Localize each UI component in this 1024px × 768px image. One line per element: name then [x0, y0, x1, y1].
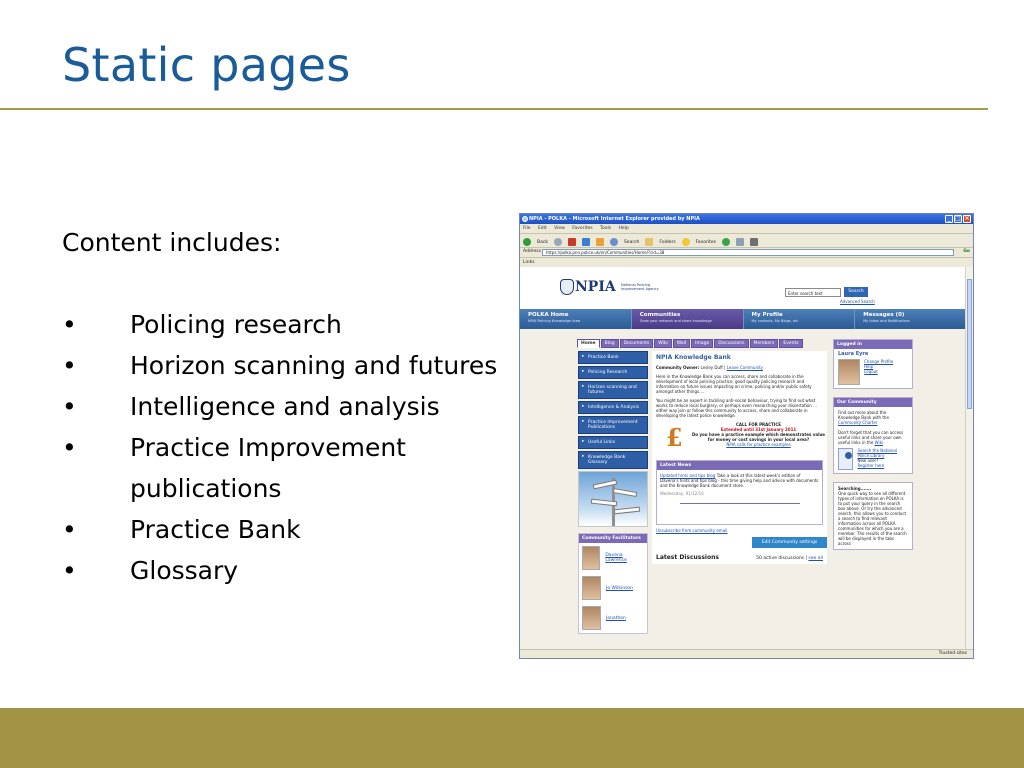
search-button[interactable]: Search: [623, 239, 640, 245]
home-icon[interactable]: [596, 238, 604, 246]
pound-icon: £: [666, 423, 683, 452]
tab-wall[interactable]: Wall: [673, 339, 690, 348]
slide-title: Static pages: [62, 38, 351, 92]
news-date: Wednesday, 01/12/10: [660, 491, 704, 496]
owner-name: Lesley Duff: [700, 365, 723, 370]
menu-tools[interactable]: Tools: [600, 226, 612, 231]
nav-messages[interactable]: [855, 309, 967, 329]
community-box-body: [834, 407, 912, 473]
nav-communities[interactable]: [632, 309, 744, 329]
searching-box: [833, 482, 913, 550]
mail-icon[interactable]: [736, 238, 744, 246]
community-charter-link[interactable]: Community Charter: [838, 420, 878, 425]
browser-screenshot: [519, 213, 974, 659]
call-deadline: Extended until 31st January 2011: [720, 427, 797, 432]
community-sidebar: [578, 351, 648, 634]
bullet-item: [62, 550, 522, 591]
latest-news-box: [656, 460, 823, 525]
scrollbar-thumb[interactable]: [967, 279, 972, 409]
discussions-count: 50 active discussions: [756, 556, 805, 561]
logout-link[interactable]: Logout: [864, 369, 878, 374]
news-heading: Latest News: [657, 461, 822, 470]
tab-blog[interactable]: Blog: [601, 339, 619, 348]
tab-members[interactable]: Members: [750, 339, 779, 348]
go-button[interactable]: Go: [963, 249, 970, 254]
news-text: Take a look at this latest week's edition of Davena's hints and tips blog - this time giving help and advice with documents and the Knowledge Bank document store.: [660, 473, 819, 488]
nav-sub: My contacts, My Blogs, etc: [751, 319, 799, 323]
facilitators-heading: Community Facilitators: [579, 534, 647, 543]
window-title: NPIA - POLKA - Microsoft Internet Explorer provided by NPIA: [529, 216, 700, 222]
bullet-item: [62, 509, 522, 550]
news-body: [657, 470, 822, 524]
searching-heading: Searching.......: [838, 486, 872, 491]
discussions-summary: 50 active discussions | see all: [756, 556, 823, 561]
register-link[interactable]: Register here: [857, 463, 885, 468]
facilitator-name[interactable]: Davena Lawrence: [605, 553, 627, 563]
back-button[interactable]: Back: [537, 239, 548, 245]
title-divider: [0, 108, 988, 110]
signpost-sign: [614, 507, 640, 515]
bullet-icon: •: [62, 310, 77, 339]
wiki-link[interactable]: Wiki: [874, 440, 884, 445]
bullet-text: Practice Bank: [130, 515, 301, 544]
our-community-box: [833, 397, 913, 474]
call-question: Do you have a practice example which demonstrates value for money or cost savings in your local area?: [691, 432, 826, 442]
window-controls: [945, 215, 971, 223]
folders-button[interactable]: Folders: [659, 239, 676, 245]
police-crest-icon: [560, 279, 574, 295]
library-search-link[interactable]: Search the National Police Library: [857, 448, 897, 458]
nav-label: POLKA Home: [528, 312, 569, 318]
call-link[interactable]: NPIA calls for practice examples: [726, 442, 791, 447]
bullet-item: [62, 427, 522, 509]
sidebar-item-practice-bank[interactable]: ▸ Practice Bank: [578, 351, 648, 364]
nav-sub: Grow your network and share knowledge: [639, 319, 712, 323]
call-for-practice: [656, 422, 826, 456]
searching-body: [834, 483, 912, 549]
avatar: [838, 359, 860, 385]
tab-image[interactable]: Image: [691, 339, 713, 348]
avatar[interactable]: [582, 576, 601, 600]
footer-band: [0, 708, 1024, 768]
site-search-input[interactable]: Enter search text: [785, 288, 841, 297]
refresh-icon[interactable]: [582, 238, 590, 246]
security-zone: Trusted sites: [938, 651, 967, 656]
favorites-button[interactable]: Favorites: [695, 239, 716, 245]
close-icon[interactable]: ×: [964, 215, 970, 222]
bullet-icon: •: [62, 556, 77, 585]
links-bar: [520, 257, 973, 267]
intro-paragraph: Here in the Knowledge Bank you can access, share and collaborate in the development of local policing practice, good quality policing research and information on future issues impacting on crime, policing and/or public safety amongst other things....: [656, 374, 812, 394]
tab-discussions[interactable]: Discussions: [714, 339, 748, 348]
menu-edit[interactable]: Edit: [537, 226, 547, 231]
nav-label: My Profile: [751, 312, 783, 318]
call-text: [691, 422, 826, 447]
menu-help[interactable]: Help: [618, 226, 629, 231]
community-owner: Community Owner: Lesley Duff | Leave Community: [656, 365, 764, 370]
facilitator-row: [579, 543, 647, 573]
help-link[interactable]: Help: [864, 364, 874, 369]
user-name: Laura Eyre: [838, 351, 869, 357]
links-label[interactable]: Links: [523, 260, 535, 265]
sidebar-item-intelligence[interactable]: ▸ Intelligence & Analysis: [578, 401, 648, 414]
community-main: [652, 351, 827, 564]
bullet-text: Policing research: [130, 310, 342, 339]
new-user-label: New user?: [857, 458, 879, 463]
community-heading: NPIA Knowledge Bank: [656, 354, 731, 361]
community-tabs: [577, 339, 803, 348]
library-row: [838, 448, 908, 470]
discussions-heading: Latest Discussions: [656, 554, 719, 561]
ie-icon: [522, 216, 528, 222]
favorites-star-icon[interactable]: [682, 238, 690, 246]
user-links: [864, 359, 893, 385]
latest-discussions: [656, 554, 823, 561]
searching-text: One quick way to see all different types of information on POLKA is to put your query in the search box above. Or try the advanced search, this allows you to conduct a search to find relevant information across all POLKA communities for which you are a member. The results of the search will be displayed in the tabs across: [838, 491, 907, 546]
maximize-icon[interactable]: □: [955, 215, 961, 222]
menu-view[interactable]: View: [554, 226, 565, 231]
bullet-item: [62, 304, 522, 345]
page-viewport: [520, 267, 967, 651]
community-text: Find out more about the Knowledge Bank with the: [838, 410, 889, 420]
leave-community-link[interactable]: Leave Community: [726, 365, 764, 370]
nav-label: Communities: [639, 312, 681, 318]
facilitator-name[interactable]: Jo Wilkinson: [606, 585, 634, 591]
community-text-2: Don't forget that you can access useful links and share your own useful links in the: [838, 430, 904, 445]
slide-content: [62, 222, 522, 591]
nav-sub: NPIA Policing Knowledge Area: [528, 319, 581, 323]
call-heading: CALL FOR PRACTICE: [735, 422, 782, 427]
site-header: [520, 267, 967, 309]
bullet-text: Practice Improvement publications: [130, 433, 406, 503]
content-intro: Content includes:: [62, 228, 282, 257]
logged-in-box: [833, 339, 913, 389]
nav-my-profile[interactable]: [744, 309, 856, 329]
bullet-icon: •: [62, 515, 77, 544]
search-icon[interactable]: [610, 238, 618, 246]
news-title-link[interactable]: Updated hints and tips blog: [660, 473, 716, 478]
bullet-text: Intelligence and analysis: [130, 392, 440, 421]
news-divider: [680, 503, 800, 504]
unsubscribe-link[interactable]: Unsubscribe from community email: [656, 528, 728, 533]
advanced-search-link[interactable]: Advanced Search: [840, 299, 875, 304]
browser-menubar: [520, 224, 973, 233]
npia-logo[interactable]: NPIA: [575, 279, 616, 295]
facilitator-row: [579, 573, 647, 603]
vertical-scrollbar[interactable]: [965, 267, 973, 651]
community-box-heading: Our Community: [834, 398, 912, 407]
menu-favorites[interactable]: Favorites: [572, 226, 593, 231]
user-row: [838, 359, 908, 385]
bullet-icon: •: [62, 392, 77, 421]
site-search-button[interactable]: Search: [844, 287, 868, 297]
see-all-link[interactable]: see all: [808, 556, 823, 561]
nav-label: Messages (0): [863, 312, 905, 318]
library-links: [857, 448, 908, 470]
edit-community-settings-button[interactable]: Edit Community settings: [752, 537, 827, 548]
bullet-text: Glossary: [130, 556, 239, 585]
browser-toolbar: [520, 233, 973, 247]
facilitator-name[interactable]: Jonathon: [606, 615, 626, 621]
avatar[interactable]: [582, 606, 601, 630]
sidebar-item-useful-links[interactable]: ▸ Useful Links: [578, 436, 648, 449]
address-label: Address: [523, 249, 541, 254]
bullet-list: [62, 304, 522, 591]
logged-in-heading: Logged in: [834, 340, 912, 349]
print-icon[interactable]: [750, 238, 758, 246]
sidebar-item-horizon-scanning[interactable]: ▸ Horizon scanning and futures: [578, 381, 648, 399]
right-column: [833, 339, 913, 558]
avatar[interactable]: [582, 546, 600, 570]
history-icon[interactable]: [722, 238, 730, 246]
bullet-icon: •: [62, 351, 77, 380]
address-input[interactable]: https://polka.pnn.police.uk/en/Communities/Home/?cid=38: [542, 249, 954, 256]
owner-label: Community Owner:: [656, 365, 700, 370]
sidebar-item-policing-research[interactable]: ▸ Policing Research: [578, 366, 648, 379]
forward-icon[interactable]: [554, 238, 562, 246]
logged-in-body: [834, 349, 912, 388]
tab-events[interactable]: Events: [779, 339, 802, 348]
facilitator-row: [579, 603, 647, 633]
bullet-item: [62, 345, 522, 386]
nav-sub: My Inbox and Notifications: [863, 319, 910, 323]
browser-statusbar: [520, 649, 973, 658]
sidebar-item-glossary[interactable]: ▸ Knowledge Bank Glossary: [578, 451, 648, 469]
site-nav: [520, 309, 967, 329]
bullet-text: Horizon scanning and futures: [130, 351, 498, 380]
bullet-item: [62, 386, 522, 427]
bullet-icon: •: [62, 433, 77, 462]
tab-documents[interactable]: Documents: [620, 339, 654, 348]
library-reader-icon: [838, 448, 853, 470]
expert-paragraph: You might be an expert in tackling anti-social behaviour, trying to find out what works to reduce local burglary, or perhaps even researching your dissertation ... either way join or follow this community to access, share and collaborate in developing the latest police knowledge.: [656, 398, 817, 418]
tab-wiki[interactable]: Wiki: [654, 339, 671, 348]
facilitators-box: [578, 533, 648, 634]
folders-icon[interactable]: [645, 238, 653, 246]
tab-home[interactable]: Home: [577, 339, 600, 348]
stop-icon[interactable]: [568, 238, 576, 246]
change-profile-link[interactable]: Change Profile: [864, 359, 894, 364]
nav-polka-home[interactable]: [520, 309, 632, 329]
sidebar-item-practice-improvement[interactable]: ▸ Practice Improvement Publications: [578, 416, 648, 434]
npia-logo-subtitle: National Policing Improvement Agency: [621, 283, 659, 291]
minimize-icon[interactable]: _: [945, 215, 953, 223]
signpost-sign: [613, 488, 638, 497]
address-bar: [520, 247, 973, 257]
browser-titlebar: [520, 214, 973, 224]
signpost-image: [578, 471, 648, 527]
menu-file[interactable]: File: [523, 226, 531, 231]
back-icon[interactable]: [523, 238, 531, 246]
